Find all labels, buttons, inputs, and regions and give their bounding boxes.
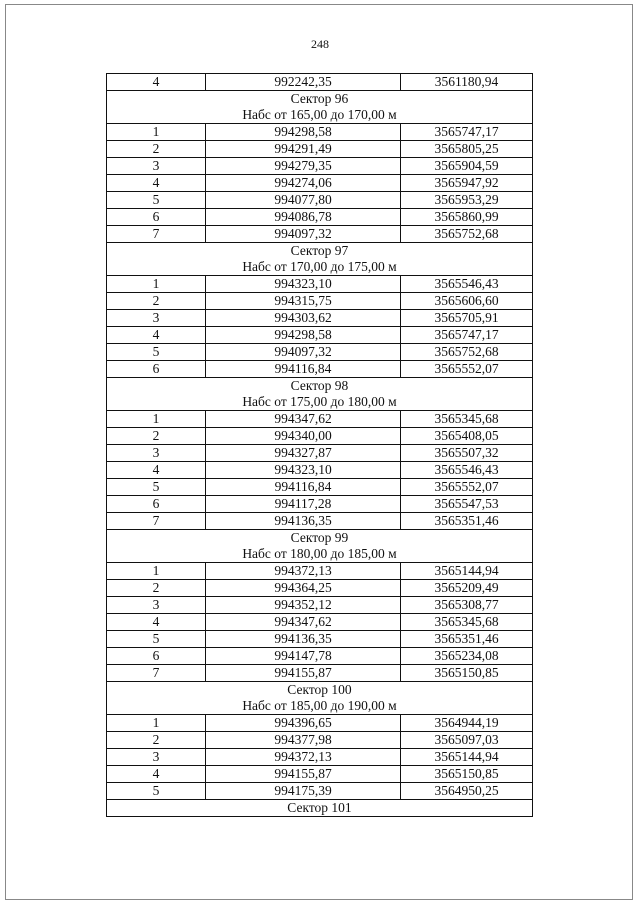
y-coordinate-cell: 3565705,91 bbox=[401, 310, 533, 327]
sector-header-row bbox=[107, 682, 533, 699]
table-row bbox=[107, 428, 533, 445]
point-number-cell: 2 bbox=[107, 141, 206, 158]
y-coordinate-cell: 3565345,68 bbox=[401, 411, 533, 428]
point-number-cell: 7 bbox=[107, 665, 206, 682]
table-row bbox=[107, 74, 533, 91]
point-number-cell: 5 bbox=[107, 344, 206, 361]
y-coordinate-cell: 3565747,17 bbox=[401, 124, 533, 141]
y-coordinate-cell: 3565546,43 bbox=[401, 276, 533, 293]
table-row bbox=[107, 783, 533, 800]
x-coordinate-cell: 994117,28 bbox=[206, 496, 401, 513]
x-coordinate-cell: 994323,10 bbox=[206, 462, 401, 479]
point-number-cell: 2 bbox=[107, 428, 206, 445]
y-coordinate-cell: 3565947,92 bbox=[401, 175, 533, 192]
coordinates-table-body bbox=[107, 74, 533, 817]
y-coordinate-cell: 3565805,25 bbox=[401, 141, 533, 158]
table-row bbox=[107, 361, 533, 378]
table-row bbox=[107, 479, 533, 496]
x-coordinate-cell: 994340,00 bbox=[206, 428, 401, 445]
table-row bbox=[107, 749, 533, 766]
point-number-cell: 3 bbox=[107, 158, 206, 175]
table-row bbox=[107, 124, 533, 141]
point-number-cell: 1 bbox=[107, 411, 206, 428]
y-coordinate-cell: 3565097,03 bbox=[401, 732, 533, 749]
y-coordinate-cell: 3565150,85 bbox=[401, 766, 533, 783]
sector-range-row bbox=[107, 546, 533, 563]
point-number-cell: 7 bbox=[107, 226, 206, 243]
sector-range-row bbox=[107, 259, 533, 276]
x-coordinate-cell: 994077,80 bbox=[206, 192, 401, 209]
point-number-cell: 3 bbox=[107, 445, 206, 462]
coordinates-table bbox=[106, 73, 533, 817]
point-number-cell: 4 bbox=[107, 175, 206, 192]
y-coordinate-cell: 3565308,77 bbox=[401, 597, 533, 614]
table-row bbox=[107, 580, 533, 597]
point-number-cell: 2 bbox=[107, 732, 206, 749]
x-coordinate-cell: 994175,39 bbox=[206, 783, 401, 800]
y-coordinate-cell: 3565904,59 bbox=[401, 158, 533, 175]
point-number-cell: 3 bbox=[107, 310, 206, 327]
point-number-cell: 1 bbox=[107, 276, 206, 293]
table-row bbox=[107, 141, 533, 158]
point-number-cell: 3 bbox=[107, 749, 206, 766]
table-row bbox=[107, 276, 533, 293]
sector-title: Сектор 101 bbox=[107, 800, 533, 817]
y-coordinate-cell: 3565552,07 bbox=[401, 361, 533, 378]
sector-altitude-range: Набс от 180,00 до 185,00 м bbox=[107, 546, 533, 563]
point-number-cell: 6 bbox=[107, 648, 206, 665]
x-coordinate-cell: 994323,10 bbox=[206, 276, 401, 293]
x-coordinate-cell: 994352,12 bbox=[206, 597, 401, 614]
point-number-cell: 1 bbox=[107, 715, 206, 732]
point-number-cell: 2 bbox=[107, 580, 206, 597]
table-row bbox=[107, 293, 533, 310]
table-row bbox=[107, 496, 533, 513]
y-coordinate-cell: 3565408,05 bbox=[401, 428, 533, 445]
point-number-cell: 2 bbox=[107, 293, 206, 310]
sector-range-row bbox=[107, 698, 533, 715]
y-coordinate-cell: 3564950,25 bbox=[401, 783, 533, 800]
x-coordinate-cell: 994155,87 bbox=[206, 766, 401, 783]
point-number-cell: 1 bbox=[107, 124, 206, 141]
sector-title: Сектор 98 bbox=[107, 378, 533, 395]
x-coordinate-cell: 994347,62 bbox=[206, 614, 401, 631]
sector-title: Сектор 100 bbox=[107, 682, 533, 699]
y-coordinate-cell: 3565547,53 bbox=[401, 496, 533, 513]
x-coordinate-cell: 994116,84 bbox=[206, 479, 401, 496]
sector-range-row bbox=[107, 394, 533, 411]
y-coordinate-cell: 3565234,08 bbox=[401, 648, 533, 665]
point-number-cell: 6 bbox=[107, 361, 206, 378]
sector-header-row bbox=[107, 91, 533, 108]
point-number-cell: 1 bbox=[107, 563, 206, 580]
point-number-cell: 6 bbox=[107, 209, 206, 226]
x-coordinate-cell: 994327,87 bbox=[206, 445, 401, 462]
table-row bbox=[107, 175, 533, 192]
sector-altitude-range: Набс от 185,00 до 190,00 м bbox=[107, 698, 533, 715]
table-row bbox=[107, 327, 533, 344]
table-row bbox=[107, 665, 533, 682]
point-number-cell: 5 bbox=[107, 479, 206, 496]
point-number-cell: 5 bbox=[107, 192, 206, 209]
x-coordinate-cell: 994097,32 bbox=[206, 344, 401, 361]
x-coordinate-cell: 994298,58 bbox=[206, 124, 401, 141]
x-coordinate-cell: 994279,35 bbox=[206, 158, 401, 175]
table-row bbox=[107, 462, 533, 479]
sector-header-row bbox=[107, 800, 533, 817]
y-coordinate-cell: 3565144,94 bbox=[401, 563, 533, 580]
table-row bbox=[107, 513, 533, 530]
table-row bbox=[107, 344, 533, 361]
x-coordinate-cell: 994372,13 bbox=[206, 749, 401, 766]
table-row bbox=[107, 715, 533, 732]
table-row bbox=[107, 310, 533, 327]
table-row bbox=[107, 631, 533, 648]
point-number-cell: 4 bbox=[107, 766, 206, 783]
sector-altitude-range: Набс от 165,00 до 170,00 м bbox=[107, 107, 533, 124]
x-coordinate-cell: 994303,62 bbox=[206, 310, 401, 327]
table-row bbox=[107, 766, 533, 783]
y-coordinate-cell: 3565860,99 bbox=[401, 209, 533, 226]
point-number-cell: 4 bbox=[107, 327, 206, 344]
x-coordinate-cell: 994347,62 bbox=[206, 411, 401, 428]
x-coordinate-cell: 994155,87 bbox=[206, 665, 401, 682]
sector-altitude-range: Набс от 175,00 до 180,00 м bbox=[107, 394, 533, 411]
page-number: 248 bbox=[311, 37, 329, 51]
y-coordinate-cell: 3565747,17 bbox=[401, 327, 533, 344]
point-number-cell: 5 bbox=[107, 631, 206, 648]
sector-header-row bbox=[107, 243, 533, 260]
x-coordinate-cell: 994315,75 bbox=[206, 293, 401, 310]
x-coordinate-cell: 994291,49 bbox=[206, 141, 401, 158]
x-coordinate-cell: 994396,65 bbox=[206, 715, 401, 732]
y-coordinate-cell: 3564944,19 bbox=[401, 715, 533, 732]
x-coordinate-cell: 994364,25 bbox=[206, 580, 401, 597]
table-row bbox=[107, 445, 533, 462]
y-coordinate-cell: 3565752,68 bbox=[401, 344, 533, 361]
y-coordinate-cell: 3565150,85 bbox=[401, 665, 533, 682]
x-coordinate-cell: 994377,98 bbox=[206, 732, 401, 749]
table-row bbox=[107, 192, 533, 209]
y-coordinate-cell: 3565144,94 bbox=[401, 749, 533, 766]
point-number-cell: 6 bbox=[107, 496, 206, 513]
table-row bbox=[107, 597, 533, 614]
y-coordinate-cell: 3565351,46 bbox=[401, 631, 533, 648]
x-coordinate-cell: 992242,35 bbox=[206, 74, 401, 91]
y-coordinate-cell: 3565546,43 bbox=[401, 462, 533, 479]
x-coordinate-cell: 994147,78 bbox=[206, 648, 401, 665]
table-row bbox=[107, 411, 533, 428]
table-row bbox=[107, 209, 533, 226]
y-coordinate-cell: 3561180,94 bbox=[401, 74, 533, 91]
point-number-cell: 3 bbox=[107, 597, 206, 614]
y-coordinate-cell: 3565351,46 bbox=[401, 513, 533, 530]
table-row bbox=[107, 732, 533, 749]
x-coordinate-cell: 994274,06 bbox=[206, 175, 401, 192]
point-number-cell: 5 bbox=[107, 783, 206, 800]
sector-altitude-range: Набс от 170,00 до 175,00 м bbox=[107, 259, 533, 276]
sector-header-row bbox=[107, 378, 533, 395]
table-row bbox=[107, 158, 533, 175]
point-number-cell: 7 bbox=[107, 513, 206, 530]
table-row bbox=[107, 614, 533, 631]
y-coordinate-cell: 3565953,29 bbox=[401, 192, 533, 209]
sector-title: Сектор 96 bbox=[107, 91, 533, 108]
y-coordinate-cell: 3565345,68 bbox=[401, 614, 533, 631]
y-coordinate-cell: 3565752,68 bbox=[401, 226, 533, 243]
x-coordinate-cell: 994116,84 bbox=[206, 361, 401, 378]
y-coordinate-cell: 3565209,49 bbox=[401, 580, 533, 597]
y-coordinate-cell: 3565552,07 bbox=[401, 479, 533, 496]
x-coordinate-cell: 994136,35 bbox=[206, 513, 401, 530]
x-coordinate-cell: 994298,58 bbox=[206, 327, 401, 344]
x-coordinate-cell: 994097,32 bbox=[206, 226, 401, 243]
point-number-cell: 4 bbox=[107, 614, 206, 631]
sector-range-row bbox=[107, 107, 533, 124]
point-number-cell: 4 bbox=[107, 74, 206, 91]
y-coordinate-cell: 3565606,60 bbox=[401, 293, 533, 310]
sector-title: Сектор 97 bbox=[107, 243, 533, 260]
table-row bbox=[107, 648, 533, 665]
table-row bbox=[107, 226, 533, 243]
y-coordinate-cell: 3565507,32 bbox=[401, 445, 533, 462]
x-coordinate-cell: 994372,13 bbox=[206, 563, 401, 580]
point-number-cell: 4 bbox=[107, 462, 206, 479]
x-coordinate-cell: 994136,35 bbox=[206, 631, 401, 648]
sector-title: Сектор 99 bbox=[107, 530, 533, 547]
sector-header-row bbox=[107, 530, 533, 547]
table-row bbox=[107, 563, 533, 580]
x-coordinate-cell: 994086,78 bbox=[206, 209, 401, 226]
